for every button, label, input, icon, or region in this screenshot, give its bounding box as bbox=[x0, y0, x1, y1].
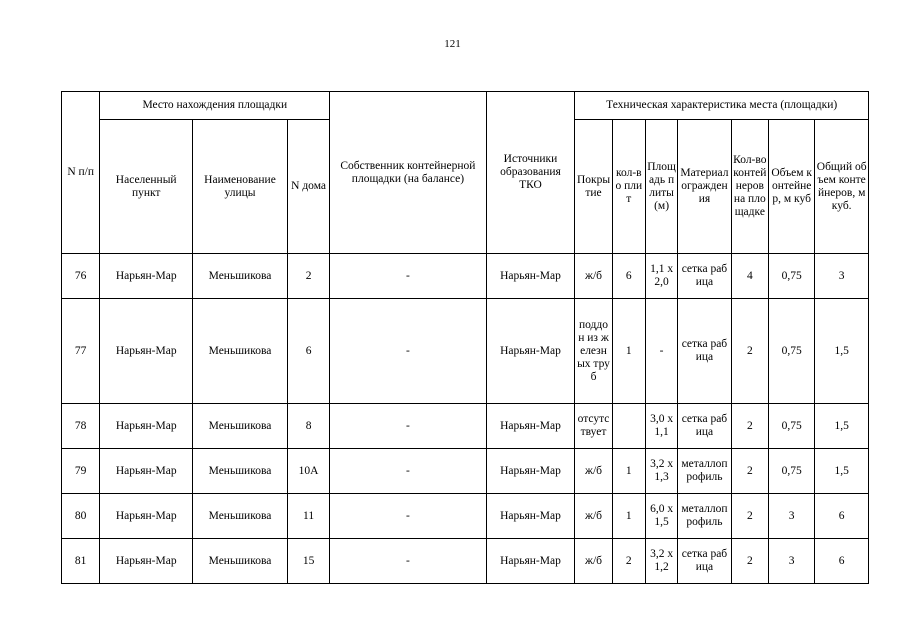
cell-num: 79 bbox=[62, 449, 100, 494]
cell-slabs: 1 bbox=[612, 449, 645, 494]
table-row bbox=[62, 299, 869, 404]
cell-fence: металлопрофиль bbox=[678, 449, 731, 494]
cell-owner: - bbox=[330, 494, 486, 539]
cell-sources: Нарьян-Мар bbox=[486, 404, 575, 449]
cell-settlement: Нарьян-Мар bbox=[100, 404, 193, 449]
cell-num: 81 bbox=[62, 539, 100, 584]
cell-sources: Нарьян-Мар bbox=[486, 254, 575, 299]
table-row bbox=[62, 254, 869, 299]
container-sites-table bbox=[61, 91, 869, 584]
cell-area: 3,2 x 1,3 bbox=[645, 449, 677, 494]
cell-street: Меньшикова bbox=[193, 539, 288, 584]
cell-num: 77 bbox=[62, 299, 100, 404]
cell-volume: 0,75 bbox=[768, 404, 814, 449]
cell-volume: 0,75 bbox=[768, 254, 814, 299]
cell-cover: ж/б bbox=[575, 449, 612, 494]
header-cover: Покрытие bbox=[575, 120, 612, 254]
cell-area: 1,1 x 2,0 bbox=[645, 254, 677, 299]
table-row bbox=[62, 449, 869, 494]
cell-street: Меньшикова bbox=[193, 404, 288, 449]
cell-total: 3 bbox=[815, 254, 869, 299]
cell-owner: - bbox=[330, 299, 486, 404]
cell-sources: Нарьян-Мар bbox=[486, 494, 575, 539]
header-volume: Объем контейнер, м куб bbox=[768, 120, 814, 254]
header-house: N дома bbox=[287, 120, 329, 254]
header-total-volume: Общий объем контейнеров, м куб. bbox=[815, 120, 869, 254]
cell-fence: сетка рабица bbox=[678, 254, 731, 299]
header-slabs: кол-во плит bbox=[612, 120, 645, 254]
header-num: N п/п bbox=[62, 92, 100, 254]
cell-cover: поддон из железных труб bbox=[575, 299, 612, 404]
cell-num: 76 bbox=[62, 254, 100, 299]
cell-fence: сетка рабица bbox=[678, 299, 731, 404]
cell-area: 6,0 x 1,5 bbox=[645, 494, 677, 539]
cell-settlement: Нарьян-Мар bbox=[100, 539, 193, 584]
header-tech-group: Техническая характеристика места (площадки) bbox=[575, 92, 869, 120]
cell-cover: ж/б bbox=[575, 539, 612, 584]
header-fence: Материал ограждения bbox=[678, 120, 731, 254]
cell-slabs: 2 bbox=[612, 539, 645, 584]
cell-num: 80 bbox=[62, 494, 100, 539]
cell-total: 6 bbox=[815, 539, 869, 584]
cell-total: 1,5 bbox=[815, 404, 869, 449]
cell-house: 15 bbox=[287, 539, 329, 584]
cell-fence: сетка рабица bbox=[678, 539, 731, 584]
cell-volume: 3 bbox=[768, 494, 814, 539]
cell-house: 10А bbox=[287, 449, 329, 494]
cell-street: Меньшикова bbox=[193, 299, 288, 404]
table-row bbox=[62, 404, 869, 449]
cell-cover: ж/б bbox=[575, 494, 612, 539]
cell-total: 6 bbox=[815, 494, 869, 539]
cell-volume: 0,75 bbox=[768, 299, 814, 404]
cell-volume: 0,75 bbox=[768, 449, 814, 494]
cell-fence: сетка рабица bbox=[678, 404, 731, 449]
header-sources: Источники образования ТКО bbox=[486, 92, 575, 254]
cell-street: Меньшикова bbox=[193, 494, 288, 539]
header-street: Наименование улицы bbox=[193, 120, 288, 254]
header-location-group: Место нахождения площадки bbox=[100, 92, 330, 120]
cell-containers: 2 bbox=[731, 449, 768, 494]
cell-settlement: Нарьян-Мар bbox=[100, 449, 193, 494]
cell-sources: Нарьян-Мар bbox=[486, 449, 575, 494]
cell-containers: 2 bbox=[731, 494, 768, 539]
header-area: Площадь плиты (м) bbox=[645, 120, 677, 254]
cell-owner: - bbox=[330, 449, 486, 494]
cell-fence: металлопрофиль bbox=[678, 494, 731, 539]
page-number: 121 bbox=[444, 38, 461, 50]
cell-total: 1,5 bbox=[815, 299, 869, 404]
cell-house: 6 bbox=[287, 299, 329, 404]
cell-containers: 2 bbox=[731, 404, 768, 449]
cell-cover: ж/б bbox=[575, 254, 612, 299]
cell-area: - bbox=[645, 299, 677, 404]
cell-containers: 4 bbox=[731, 254, 768, 299]
cell-owner: - bbox=[330, 404, 486, 449]
cell-owner: - bbox=[330, 254, 486, 299]
cell-volume: 3 bbox=[768, 539, 814, 584]
cell-cover: отсутствует bbox=[575, 404, 612, 449]
cell-slabs: 1 bbox=[612, 494, 645, 539]
cell-area: 3,0 x 1,1 bbox=[645, 404, 677, 449]
cell-settlement: Нарьян-Мар bbox=[100, 254, 193, 299]
table-row bbox=[62, 494, 869, 539]
cell-house: 2 bbox=[287, 254, 329, 299]
cell-owner: - bbox=[330, 539, 486, 584]
table-row bbox=[62, 539, 869, 584]
cell-slabs: 6 bbox=[612, 254, 645, 299]
cell-containers: 2 bbox=[731, 299, 768, 404]
cell-street: Меньшикова bbox=[193, 254, 288, 299]
cell-sources: Нарьян-Мар bbox=[486, 299, 575, 404]
header-settlement: Населенный пункт bbox=[100, 120, 193, 254]
cell-house: 11 bbox=[287, 494, 329, 539]
cell-total: 1,5 bbox=[815, 449, 869, 494]
cell-slabs: 1 bbox=[612, 299, 645, 404]
cell-containers: 2 bbox=[731, 539, 768, 584]
cell-slabs bbox=[612, 404, 645, 449]
cell-street: Меньшикова bbox=[193, 449, 288, 494]
cell-house: 8 bbox=[287, 404, 329, 449]
cell-sources: Нарьян-Мар bbox=[486, 539, 575, 584]
cell-area: 3,2 x 1,2 bbox=[645, 539, 677, 584]
header-owner: Собственник контейнерной площадки (на балансе) bbox=[330, 92, 486, 254]
header-containers: Кол-во контейнеров на площадке bbox=[731, 120, 768, 254]
cell-num: 78 bbox=[62, 404, 100, 449]
cell-settlement: Нарьян-Мар bbox=[100, 299, 193, 404]
cell-settlement: Нарьян-Мар bbox=[100, 494, 193, 539]
